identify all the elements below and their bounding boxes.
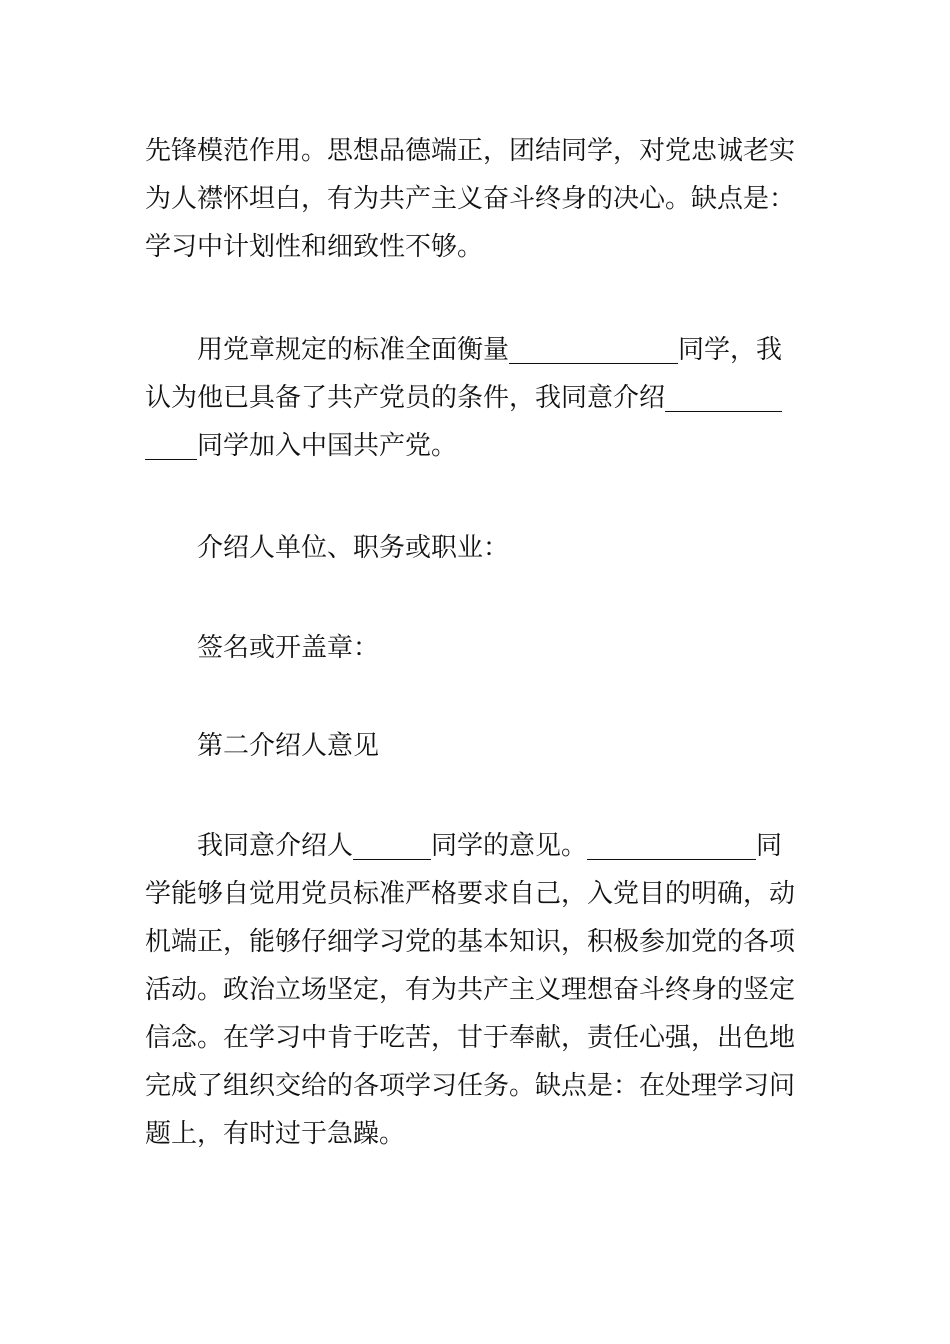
text-line: 完成了组织交给的各项学习任务。缺点是：在处理学习问 [145,1071,796,1101]
text-line: 用党章规定的标准全面衡量_____________同学，我 [197,335,783,365]
text-line: 签名或开盖章： [197,633,380,663]
paragraph-referrer-unit [145,524,805,572]
section-heading-second-referrer [145,722,805,770]
paragraph-recommendation [145,326,805,470]
text-line: 学习中计划性和细致性不够。 [145,232,484,262]
text-line: 学能够自觉用党员标准严格要求自己，入党目的明确，动 [145,879,796,909]
text-line: 信念。在学习中肯于吃苦，甘于奉献，责任心强，出色地 [145,1023,796,1053]
text-line: 活动。政治立场坚定，有为共产主义理想奋斗终身的竖定 [145,975,796,1005]
text-line: 先锋模范作用。思想品德端正，团结同学，对党忠诚老实 [145,136,796,166]
paragraph-second-opinion [145,822,805,1158]
text-line: ____同学加入中国共产党。 [145,431,458,461]
text-line: 介绍人单位、职务或职业： [197,533,510,563]
text-line: 为人襟怀坦白，有为共产主义奋斗终身的决心。缺点是： [145,184,796,214]
paragraph-signature [145,624,805,672]
text-line: 我同意介绍人______同学的意见。_____________同 [197,831,783,861]
text-line: 题上，有时过于急躁。 [145,1119,406,1149]
paragraph-merits [145,127,805,271]
text-line: 认为他已具备了共产党员的条件，我同意介绍_________ [145,383,783,413]
text-line: 第二介绍人意见 [197,731,380,761]
text-line: 机端正，能够仔细学习党的基本知识，积极参加党的各项 [145,927,796,957]
